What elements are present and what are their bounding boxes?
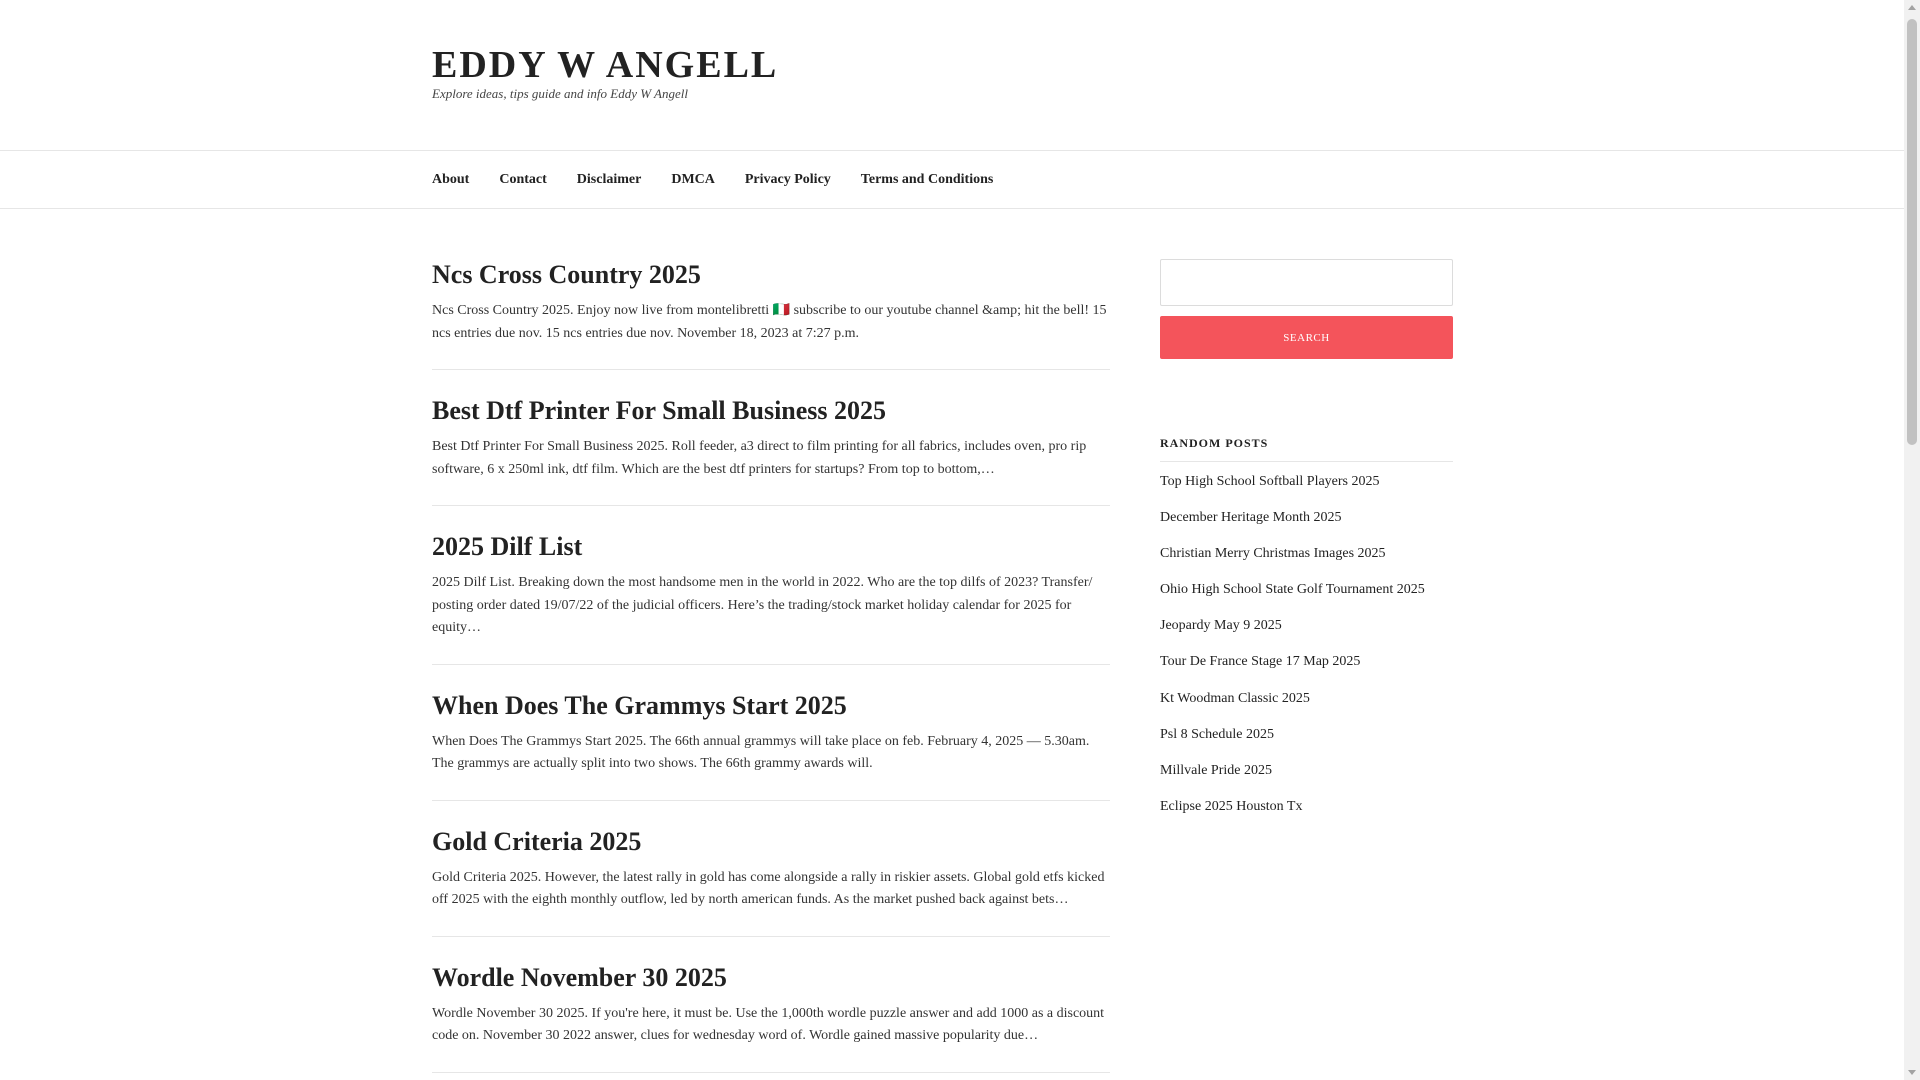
random-post-link[interactable]: Eclipse 2025 Houston Tx [1160,798,1303,814]
nav-item-disclaimer[interactable]: Disclaimer [576,171,642,187]
post-item [432,961,1110,1073]
random-posts-list [1160,462,1453,816]
post-list [432,258,1110,1080]
post-item [432,394,1110,506]
random-post-link[interactable]: Millvale Pride 2025 [1160,762,1272,778]
post-item [432,530,1110,665]
random-posts-heading: RANDOM POSTS [1160,436,1453,462]
nav-item-about[interactable]: About [432,171,470,187]
site-header [0,0,1904,151]
post-excerpt: Ncs Cross Country 2025. Enjoy now live from montelibretti 🇮🇹 subscribe to our youtube channel &amp; hit the bell! 15 ncs entries due nov. 15 ncs entries due nov. November 18, 2023 at 7:27 p.m. [432,303,1107,341]
post-excerpt: Gold Criteria 2025. However, the latest rally in gold has come alongside a rally in riskier assets. Global gold etfs kicked off 2025 with the eighth monthly outflow, led by north american funds. As the market pushed back against bets… [432,869,1105,907]
post-item [432,258,1110,370]
post-item [432,825,1110,937]
random-post-link[interactable]: Christian Merry Christmas Images 2025 [1160,546,1386,562]
random-post-link[interactable]: December Heritage Month 2025 [1160,510,1342,526]
nav-item-terms-and-conditions[interactable]: Terms and Conditions [860,171,994,187]
post-excerpt: When Does The Grammys Start 2025. The 66th annual grammys will take place on feb. February 4, 2025 — 5.30am. The grammys are actually split into two shows. The 66th grammy awards will. [432,733,1090,771]
site-tagline: Explore ideas, tips guide and info Eddy W Angell [432,86,688,101]
post-item [432,689,1110,801]
post-title[interactable]: Best Dtf Printer For Small Business 2025 [432,396,887,425]
nav-item-privacy-policy[interactable]: Privacy Policy [744,171,831,187]
nav-item-contact[interactable]: Contact [499,171,547,187]
post-title[interactable]: When Does The Grammys Start 2025 [432,690,847,720]
scroll-up-arrow-icon[interactable] [1908,5,1916,10]
post-excerpt: 2025 Dilf List. Breaking down the most handsome men in the world in 2022. Who are the top dilfs of 2023? Transfer/ posting order dated 19/07/22 of the judicial officers. Here’s the trading/stock market holiday calendar for 2025 for equity… [432,575,1093,635]
scroll-down-arrow-icon[interactable] [1908,1070,1916,1075]
scrollbar-thumb[interactable] [1907,19,1917,445]
vertical-scrollbar[interactable] [1904,0,1920,1080]
post-title[interactable]: 2025 Dilf List [432,532,583,561]
random-post-link[interactable]: Top High School Softball Players 2025 [1160,474,1380,489]
search-button[interactable]: SEARCH [1160,316,1453,359]
site-title[interactable]: EDDY W ANGELL [432,44,779,86]
post-excerpt: Best Dtf Printer For Small Business 2025. Roll feeder, a3 direct to film printing for all fabrics, includes oven, pro rip software, 6 x 250ml ink, dtf film. Which are the best dtf printers for startups? From top to bottom,… [432,439,1087,477]
sidebar [1160,259,1453,834]
random-post-link[interactable]: Tour De France Stage 17 Map 2025 [1160,654,1361,670]
nav-item-dmca[interactable]: DMCA [671,171,715,187]
search-input[interactable] [1160,259,1453,306]
random-post-link[interactable]: Kt Woodman Classic 2025 [1160,690,1310,706]
random-post-link[interactable]: Ohio High School State Golf Tournament 2025 [1160,582,1425,598]
main-navigation [0,151,1904,209]
random-post-link[interactable]: Jeopardy May 9 2025 [1160,618,1282,634]
post-excerpt: Wordle November 30 2025. If you're here, it must be. Use the 1,000th wordle puzzle answer and add 1000 as a discount code on. November 30 2022 answer, clues for wednesday word of. Wordle gained massive popularity due… [432,1005,1105,1043]
post-title[interactable]: Ncs Cross Country 2025 [432,260,701,289]
random-post-link[interactable]: Psl 8 Schedule 2025 [1160,726,1274,742]
post-title[interactable]: Gold Criteria 2025 [432,826,642,856]
post-title[interactable]: Wordle November 30 2025 [432,962,727,992]
